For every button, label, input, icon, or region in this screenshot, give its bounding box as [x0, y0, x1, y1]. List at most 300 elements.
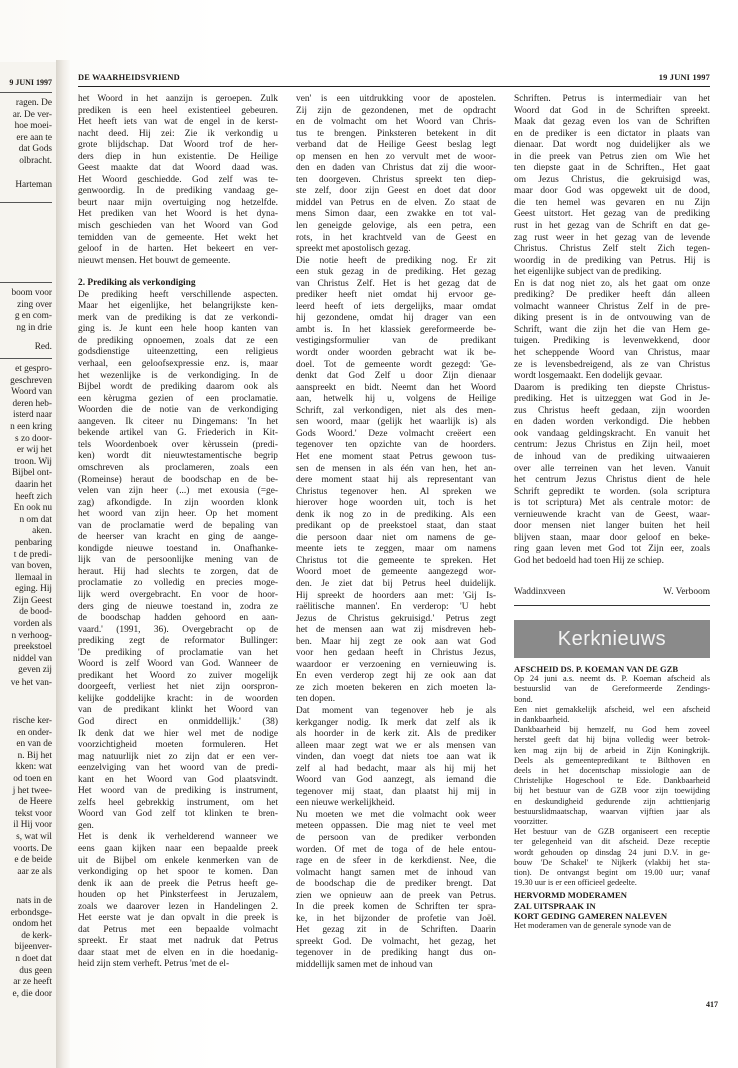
text-line: kerkganger nodig. Ik merk dat zelf als ik	[296, 717, 496, 728]
text-line: middellijk samen met de inhoud van	[296, 960, 433, 971]
kerknieuws-banner: Kerknieuws	[514, 620, 710, 658]
text-line: prediken is een heel existentieel gebeuren.	[78, 105, 278, 116]
text-line: prediking. Het is uitzeggen wat God in Je-	[514, 394, 710, 405]
left-page-line: j het twee-	[12, 785, 52, 796]
text-line: hierover hoge woorden uit, toch is het	[296, 498, 496, 509]
left-page-line: heeft zich	[15, 491, 52, 502]
text-line: heraut. Hij had slechts te zorgen, dat de	[78, 566, 278, 577]
text-line: de persoon van de prediker verbonden	[296, 833, 496, 843]
text-line: uit de Bijbel om enkele kenmerken van de	[78, 855, 278, 866]
text-line: bestuurslid van de Gereformeerde Zendings-	[514, 684, 710, 694]
left-page-line: ve het van-	[10, 678, 52, 688]
text-line: beurt naar mijn overtuiging nog hetzelfde.	[78, 197, 278, 208]
left-page-line: geschreven	[10, 375, 52, 386]
text-line: tion). De ontvangst begint om 19.00 uur; vanaf	[514, 868, 710, 878]
text-line: een nieuwe werkelijkheid.	[296, 798, 395, 809]
text-line: zoals we daarover lezen in Handelingen 2.	[78, 901, 278, 912]
text-line: grote blijdschap. Dat Woord trof de her-	[78, 140, 278, 151]
text-line: het eigenlijke subject van de prediking.	[514, 267, 662, 278]
text-line: eenzelviging van het woord van de predi-	[78, 763, 278, 774]
text-line: Jezus de Christus gekruisigd.' Petrus zegt	[296, 613, 496, 624]
text-line: heid zijn stem verheft. Petrus 'met de el-	[78, 959, 230, 970]
text-line: ring gaan leven met God tot Zijn eer, zoals	[514, 544, 710, 555]
text-line: diking present is in de ontvouwing van de	[514, 313, 710, 324]
text-line: geloof in de harten. Het bekeert en ver-	[78, 244, 278, 255]
left-page-line: isterd naar	[13, 410, 52, 421]
text-line: Christus. Christus Zelf stelt Zich tegen-	[514, 244, 710, 255]
left-page-line: llemaal in	[15, 572, 52, 583]
text-line: Het ene moment staat Petrus gewoon tus-	[296, 451, 496, 462]
text-line: wordt gehouden op dinsdag 24 juni D.V. in ge-	[514, 847, 710, 857]
text-line: tegenover in de prediking hangt dus on-	[296, 948, 496, 959]
text-line: ken) wordt dit nieuwtestamentische begrip	[78, 451, 278, 462]
text-line: en de volmacht om het Woord van Chris-	[296, 117, 496, 128]
left-page-box-sig: Red.	[34, 342, 52, 352]
text-line: hij gezondene, omdat hij drager van een	[296, 313, 496, 324]
left-page-line: n verhoog-	[11, 630, 52, 641]
text-line: Het heeft iets van wat de engel in de kerst-	[78, 117, 278, 128]
text-line: leerd heeft of iets dergelijks, maar omdat	[296, 301, 496, 312]
text-line: een stuk gezag in de prediking. Het gezag	[296, 267, 496, 278]
text-line: woordig in de prediking van Petrus. Hij is	[514, 255, 710, 266]
text-line: nacht deed. Hij zei: Zie ik verkondig u	[78, 128, 278, 139]
text-line: de heerser van kracht en ging de aange-	[78, 532, 278, 543]
text-line: 'De prediking of proclamatie van het	[78, 647, 278, 658]
left-page-line: n om dat	[19, 514, 52, 525]
text-line: Een niet gemakkelijk afscheid, wel een afscheid	[514, 704, 710, 714]
left-page-text-top	[0, 98, 52, 168]
text-line: meente iets te zeggen, maar om namens	[296, 544, 496, 555]
text-line: tuigen. Prediking is levenwekkend, door	[514, 336, 710, 347]
text-line: Het bestuur van de GZB organiseert een receptie	[514, 827, 710, 837]
text-line: zag) afkondigde. In zijn woorden klonk	[78, 497, 278, 508]
text-line: tels Woordenboek over kèrussein (predi-	[78, 439, 278, 450]
text-line: bond.	[514, 694, 533, 704]
text-line: denkt dat God Zelf u door Zijn dienaar	[296, 371, 496, 382]
magazine-page	[78, 0, 718, 1068]
text-line: predikant het Woord zo zuiver mogelijk	[78, 670, 278, 681]
column-3	[514, 94, 710, 606]
text-line: len geneigde gelovige, als een petra, een	[296, 221, 496, 232]
text-line: het wezenlijke is de verkondiging. In de	[78, 370, 278, 381]
text-line: kant en het Woord van God plaatsvindt.	[78, 774, 278, 785]
news-paragraph	[514, 827, 710, 888]
text-line: alleen maar zegt wat we er als mensen van	[296, 740, 496, 751]
left-page-date: 9 JUNI 1997	[9, 78, 52, 87]
text-line: wordt losgemaakt. Een dodelijk gevaar.	[514, 371, 663, 382]
left-page-line: e de beide	[14, 855, 52, 866]
text-line: dere moment staat hij als representant van	[296, 475, 496, 486]
text-line: tus te brengen. Pinksteren betekent in dit	[296, 128, 496, 139]
left-page-line: voorts. De	[13, 843, 52, 854]
left-page-line: daarin het	[15, 479, 52, 490]
text-line: ken mag zijn bij de arbeid in Zijn Koningkrijk.	[514, 745, 710, 755]
left-page-author: Harteman	[15, 180, 52, 190]
text-line: en deskundigheid gedurende zijn achttienjarig	[514, 796, 710, 806]
text-line: de boodschap hadden gehoord en aan-	[78, 613, 278, 624]
paragraph	[296, 706, 496, 810]
left-page-sliver	[0, 62, 57, 1068]
text-line: deels in het docentschap missiologie aan de	[514, 766, 710, 776]
left-page-rule	[0, 92, 52, 93]
text-line: van Christus Zelf. Het is het gezag dat de	[296, 278, 496, 289]
text-line: Het Woord geschiedde. God zelf was te-	[78, 174, 278, 185]
left-page-line: dat Gods	[18, 144, 52, 155]
text-line: aangeven. Ik citeer nu Dingemans: 'In het	[78, 416, 278, 427]
text-line: zag rust weer in het gezag van de levende	[514, 232, 710, 243]
left-page-line: n doet dat	[15, 953, 52, 964]
text-line: maar door God was opgewekt uit de dood,	[514, 186, 710, 197]
text-line: vinden, dan voegt dat niets toe aan wat ik	[296, 752, 496, 763]
column-2	[296, 94, 496, 972]
left-page-line: van boven,	[11, 561, 52, 572]
news-heading: ZAL UITSPRAAK IN	[514, 900, 596, 911]
text-line: Woord moet de gemeente aangezegd wor-	[296, 567, 496, 578]
news-heading: HERVORMD MODERAMEN	[514, 890, 627, 901]
text-line: en daden worden verkondigd. Die hebben	[514, 417, 710, 428]
left-page-line: ar ze heeft	[13, 977, 52, 988]
text-line: ze is levensbedreigend, als ze van Christus	[514, 359, 710, 370]
signature-place: Waddinxveen	[514, 587, 566, 598]
text-line: zelf al had bedacht, maar als hij mij het	[296, 763, 496, 774]
left-page-line: aken.	[32, 526, 52, 537]
text-line: houden op het Pinksterfeest in Jeruzalem,	[78, 890, 278, 901]
text-line: van de proclamatie werd de bepaling van	[78, 520, 278, 531]
text-line: sen woord, maar (gelijk het waarlijk is) als	[296, 417, 496, 428]
text-line: bouw 'De Schakel' te Nijkerk (vlakbij het sta-	[514, 857, 710, 867]
left-page-line: od toen en	[13, 773, 52, 784]
text-line: middel van Petrus en de elven. Zo staat de	[296, 197, 496, 208]
text-line: gen.	[78, 820, 94, 831]
text-line: prediking zegt de reformator Bullinger:	[78, 636, 278, 647]
text-line: ten diepste gaat in de Schriften., Het gaat	[514, 163, 710, 174]
text-line: ten doorgeven. Christus spreekt ten diep-	[296, 174, 496, 185]
text-line: ste zelf, door zijn Geest en doet dat door	[296, 186, 496, 197]
text-line: nieuwt mensen. Het bouwt de gemeente.	[78, 255, 231, 266]
text-line: mag natuurlijk niet zo zijn dat er een ver-	[78, 751, 278, 762]
page-number: 417	[706, 1000, 718, 1009]
left-page-rule	[0, 358, 52, 359]
left-page-line: Zijn Geest	[13, 595, 52, 606]
left-page-line: s zo door-	[15, 433, 52, 444]
left-page-line: g en com-	[14, 311, 52, 322]
text-line: vernieuwende kracht van de Geest, waar-	[514, 509, 710, 520]
left-page-line: En ook nu	[13, 503, 52, 514]
text-line: aanspreekt en bidt. Neemt dan het Woord	[296, 382, 496, 393]
text-line: den. Je ziet dat bij Petrus heel duidelijk.	[296, 578, 496, 589]
text-line: daar staat met de elven en in die hoedanig-	[78, 947, 278, 958]
text-line: rage en de sfeer in de kerkdienst. Nee, die	[296, 856, 496, 867]
left-page-line: deren heb-	[12, 398, 52, 409]
text-line: van de predikant klinkt het Woord van	[78, 705, 278, 716]
text-line: een kèrugma gezien of een proclamatie.	[78, 393, 278, 404]
text-line: Het woord van de prediking is instrument,	[78, 786, 278, 797]
kerknieuws-section	[514, 664, 710, 931]
left-page-rule	[0, 202, 52, 203]
text-line: die ten hemel was gevaren en nu Zijn	[514, 197, 710, 208]
paragraph	[296, 94, 496, 256]
left-page-box	[0, 288, 52, 334]
text-line: Nu moeten we met die volmacht ook weer	[296, 809, 496, 820]
left-page-line: de Heere	[18, 797, 52, 808]
left-page-line: et gespro-	[15, 364, 52, 374]
text-line: zien we opnieuw aan de preek van Petrus.	[296, 890, 496, 901]
text-line: op mensen en hen zo vervult met de woor-	[296, 151, 496, 162]
text-line: het de mensen aan wat zij misdreven heb-	[296, 625, 496, 636]
left-page-line: hoe moei-	[14, 121, 52, 132]
text-line: Deels als gemeentepredikant te Bilthoven en	[514, 755, 710, 765]
left-page-line: troon. Wij	[14, 456, 52, 467]
text-line: omschreven als proclameren, zoals een	[78, 462, 278, 473]
section-heading: 2. Prediking als verkondiging	[78, 278, 196, 289]
text-line: zus Christus heeft gedaan, zijn woorden	[514, 405, 710, 416]
left-page-line: preekstoel	[13, 642, 52, 653]
text-line: verkondiging op het spoor te komen. Dan	[78, 867, 278, 878]
news-paragraph	[514, 921, 710, 931]
left-page-line: n. Bij het	[17, 750, 52, 761]
text-line: bij het bestuur van de GZB voor zijn toewijding	[514, 786, 710, 796]
text-line: Woorden die de notie van de verkondiging	[78, 405, 278, 416]
text-line: het centrum Jezus Christus dient de hele	[514, 475, 710, 486]
left-page-line: olbracht.	[19, 155, 52, 166]
text-line: ven' is een uitdrukking voor de apostelen.	[296, 94, 496, 104]
text-line: vestigingsformulier van de predikant	[296, 336, 496, 347]
left-page-line: ng in drie	[16, 322, 52, 333]
left-page-line: en van de	[16, 739, 52, 750]
left-page-line: de bood-	[19, 607, 52, 618]
text-line: zelfs heel gebrekkig instrument, om het	[78, 797, 278, 808]
text-line: denk ik aan de preek die Petrus heeft ge-	[78, 878, 278, 889]
text-line: kelijke goddelijke kracht: in de woorden	[78, 693, 278, 704]
text-line: Christus tegenover hen. Al spreken we	[296, 486, 496, 497]
paragraph	[514, 383, 710, 568]
left-page-line: aar ze als	[17, 866, 52, 877]
text-line: om Jezus Christus, die gekruisigd was,	[514, 174, 710, 185]
text-line: Schriften. Petrus is intermediair van het	[514, 94, 710, 104]
text-line: prediking? De prediker heeft dán alleen	[514, 290, 710, 301]
text-line: is tot scriptura) Met als centrale motor: de	[514, 498, 710, 509]
text-line: aan, hetwelk hij u, volgens de Heilige	[296, 394, 496, 405]
text-line: godsdienstige uiteenzetting, een religieus	[78, 347, 278, 358]
text-line: bekende artikel van G. Friederich in Kit-	[78, 428, 278, 439]
text-line: waardoor er verzoening en vernieuwing is.	[296, 659, 496, 670]
text-line: ke, in het bijzonder de profetie van Joël.	[296, 913, 496, 924]
issue-date: 19 JUNI 1997	[658, 73, 710, 82]
text-line: worden. Of met de toga of de hele entou-	[296, 844, 496, 855]
left-page-line: boom voor	[11, 288, 52, 298]
text-line: Woord van God aanzegt, als iemand die	[296, 775, 496, 786]
text-line: Op 24 juni a.s. neemt ds. P. Koeman afscheid als	[514, 674, 710, 684]
publication-title: DE WAARHEIDSVRIEND	[78, 73, 180, 82]
left-page-line: vorden als	[13, 619, 52, 630]
text-line: En even verderop zegt hij ze ook aan dat	[296, 671, 496, 682]
left-page-line: bijeenver-	[14, 942, 52, 953]
text-line: voorzichtigheid moeten formuleren. Het	[78, 740, 278, 751]
left-page-line: erbondsge-	[10, 907, 52, 918]
text-line: Schrift gepredikt te worden. (sola scriptura	[514, 486, 710, 497]
left-page-line: en onder-	[16, 727, 52, 738]
text-line: Ik denk dat we hier wel met de nodige	[78, 728, 278, 739]
text-line: genwoordig. In de prediking vandaag ge-	[78, 186, 278, 197]
left-page-line: er wij het	[16, 445, 52, 456]
text-line: tegenover mij staat, dan plaatst hij mij in	[296, 786, 496, 797]
text-line: Christelijke Hogeschool te Ede. Dankbaarheid	[514, 776, 710, 786]
text-line: de inhoud van de prediking uitwaaieren	[514, 451, 710, 462]
signature-author: W. Verboom	[663, 587, 710, 598]
text-line: over alle terreinen van het leven. Vanuit	[514, 463, 710, 474]
text-line: sen de mensen in als één van hen, het an-	[296, 463, 496, 474]
text-line: Het prediken van het Woord is het dyna-	[78, 209, 278, 220]
text-line: dienaar. Dat wordt nog duidelijker als we	[514, 140, 710, 151]
paragraph	[514, 94, 710, 279]
text-line: Christus tot die gemeente te spreken. Het	[296, 555, 496, 566]
left-page-line: tekst voor	[15, 808, 52, 819]
text-line: en de prediker is een dictator in plaats van	[514, 128, 710, 139]
article-signature	[514, 587, 710, 606]
text-line: Schrift, want die zijn het die van Hem ge-	[514, 324, 710, 335]
text-line: lijk van de persoonlijke mening van de	[78, 555, 278, 566]
left-page-line: ragen. De	[15, 98, 52, 108]
text-line: ze zich moeten bekeren en zich moeten la-	[296, 682, 496, 693]
left-page-line: Woord van	[11, 387, 52, 398]
text-line: door mensen niet langer buiten het heil	[514, 521, 710, 532]
text-line: die persoon daar niet om namens de ge-	[296, 532, 496, 543]
text-line: ter gelegenheid van dit afscheid. Deze receptie	[514, 837, 710, 847]
text-line: temidden van de gemeente. Het wekt het	[78, 232, 278, 243]
left-page-line: ar. De ver-	[12, 109, 52, 120]
news-paragraph	[514, 705, 710, 725]
left-page-line: rische ker-	[12, 716, 52, 726]
text-line: ders diep in hun existentie. De Heilige	[78, 151, 278, 162]
text-line: misch geschieden van het Woord van God	[78, 221, 278, 232]
text-line: God het bedoeld had toen Hij ze schiep.	[514, 555, 664, 566]
text-line: vaard.' (1991, 36). Overgebracht op de	[78, 624, 278, 635]
text-line: voorzitter.	[514, 817, 548, 827]
text-line: Bijbel wordt de prediking daarom ook als	[78, 382, 278, 393]
text-line: Hij spreekt de hoorders aan met: 'Gij Is-	[296, 590, 496, 601]
left-page-line: Bijbel ont-	[11, 468, 52, 479]
left-page-line: zing over	[17, 299, 52, 310]
left-page-text-end	[0, 896, 52, 1000]
text-line: de prediking opnoemen, zoals dat ze een	[78, 335, 278, 346]
text-line: verband dat de Heilige Geest beslag legt	[296, 140, 496, 151]
text-line: predikant op de preekstoel staat, dan staat	[296, 521, 496, 532]
text-line: ging is. Je kunt een hele hoop kanten van	[78, 324, 278, 335]
text-line: Woord van God zelf tot klinken te bren-	[78, 809, 278, 820]
text-line: prediker heeft niet omdat hij ervoor ge-	[296, 290, 496, 301]
left-page-rule	[0, 282, 52, 283]
text-line: herstel geeft dat hij bijna volledig weer betrok-	[514, 735, 710, 745]
left-page-line: niddel van	[13, 653, 52, 664]
text-line: De prediking heeft verschillende aspecten.	[78, 289, 278, 300]
text-line: meteen oppassen. Die mag niet te veel met	[296, 821, 496, 832]
text-line: het Woord in het aanzijn is geroepen. Zulk	[78, 94, 278, 104]
text-line: Gods Woord.' Deze volmacht creëert een	[296, 428, 496, 439]
header-rule	[78, 86, 710, 87]
paragraph	[296, 810, 496, 972]
text-line: ben. Maar hij zegt ze ook aan wat God	[296, 636, 496, 647]
paragraph	[514, 279, 710, 383]
text-line: velen van zijn heer (...) met exousia (=ge-	[78, 486, 278, 497]
text-line: Het moderamen van de generale synode van de	[514, 921, 671, 931]
left-page-text-low	[0, 678, 52, 690]
left-page-line: eging. Hij	[14, 584, 52, 595]
text-line: dat Petrus met een bepaalde volmacht	[78, 924, 278, 935]
text-line: En is dat nog niet zo, als het gaat om onze	[514, 278, 710, 289]
text-line: Daarom is prediking ten diepste Christus-	[514, 382, 710, 393]
text-line: ambt is. In het klassiek gereformeerde be-	[296, 324, 496, 335]
text-line: Het gezag zit in de Schriften. Daarin	[296, 925, 496, 936]
text-line: Het eerste wat je dan opvalt in die preek is	[78, 913, 278, 924]
text-line: verhaal, een geloofsexpressie enz. is, maar	[78, 359, 278, 370]
left-page-line: de kerk-	[21, 930, 52, 941]
text-line: God direct en onmiddellijk.' (38)	[78, 716, 278, 727]
left-page-line: penbaring	[14, 537, 52, 548]
text-line: mens Simon daar, een zwakke en tot val-	[296, 209, 496, 220]
text-line: Dat moment van tegenover heb je als	[296, 705, 496, 716]
text-line: bestuurslidmaatschap, waarvan vijftien jaar als	[514, 806, 710, 816]
text-line: merk van de prediking is dat ze verkondi-	[78, 312, 278, 323]
text-line: denk ik nog zo in de prediking. Als een	[296, 509, 496, 520]
left-page-line: t de predi-	[13, 549, 52, 560]
text-line: de boodschap die de prediker brengt. Dat	[296, 879, 496, 890]
text-line: volmacht hangt samen met de inhoud van	[296, 867, 496, 878]
page-gutter	[56, 60, 70, 1068]
text-line: in die preek van Petrus zien om Wie het	[514, 151, 710, 162]
text-line: voor hen gedaan heeft in Christus Jezus,	[296, 648, 496, 659]
text-line: Maar het eigenlijke, het belangrijkste ken-	[78, 301, 278, 312]
text-line: volmacht wanneer Christus Zelf in de pre-	[514, 301, 710, 312]
text-line: eens gaan kijken naar een bepaalde preek	[78, 844, 278, 854]
text-line: raëlitische mannen'. En verderop: 'U hebt	[296, 602, 496, 613]
text-line: Die notie heeft de prediking nog. Er zit	[296, 255, 496, 266]
text-line: In die preek komen de Schriften ter spra-	[296, 902, 496, 913]
left-page-line: e, die door	[12, 988, 52, 999]
left-page-line: nats in de	[16, 896, 52, 906]
text-line: tegenover ten opzichte van de hoorders.	[296, 440, 496, 451]
column-1	[78, 94, 278, 971]
running-header	[78, 70, 710, 86]
text-line: Geest maakte dat dat Woord daad was.	[78, 163, 278, 174]
text-line: rots, in het krachtveld van de Geest en	[296, 232, 496, 243]
text-line: spreekt. Er staat met nadruk dat Petrus	[78, 936, 278, 947]
text-line: spreekt met apostolisch gezag.	[296, 244, 411, 255]
text-line: ders ging de nieuwe toestand in, zodra ze	[78, 601, 278, 612]
text-line: Dankbaarheid bij hemzelf, nu God hem zoveel	[514, 725, 710, 735]
text-line: Het is denk ik verhelderend wanneer we	[78, 832, 278, 843]
paragraph	[296, 256, 496, 706]
left-page-line: ere aan te	[16, 132, 52, 143]
news-heading: AFSCHEID DS. P. KOEMAN VAN DE GZB	[514, 664, 679, 674]
text-line: in dankbaarheid.	[514, 715, 570, 725]
text-line: wordt onder woorden gebracht wat ik be-	[296, 348, 496, 359]
text-line: als hoorder in de kerk zit. Als de prediker	[296, 729, 496, 740]
text-line: centrum: Jezus Christus en Zijn heil, moet	[514, 440, 710, 451]
left-page-line: n een kring	[10, 421, 52, 432]
text-line: doel. Tot de gemeente wordt gezegd: 'Ge-	[296, 359, 496, 370]
news-paragraph	[514, 674, 710, 705]
text-line: lijk werd overgebracht. En voor de hoor-	[78, 589, 278, 600]
text-line: Geest uitstort. Het gezag van de prediking	[514, 209, 710, 220]
text-line: Woord is zelf Woord van God. Wanneer de	[78, 659, 278, 670]
text-line: (Romeinse) heraut de boodschap en de be-	[78, 474, 278, 485]
news-heading: KORT GEDING GAMEREN NALEVEN	[514, 910, 668, 921]
text-line: 19.30 uur is er een officieel gedeelte.	[514, 878, 637, 888]
left-page-line: dus geen	[19, 965, 52, 976]
text-line: doorgeeft, verliest het niet zijn oorspron-	[78, 682, 278, 693]
text-line: rust in het gezag van de Schrift en dat ge-	[514, 221, 710, 232]
paragraph	[78, 94, 278, 267]
